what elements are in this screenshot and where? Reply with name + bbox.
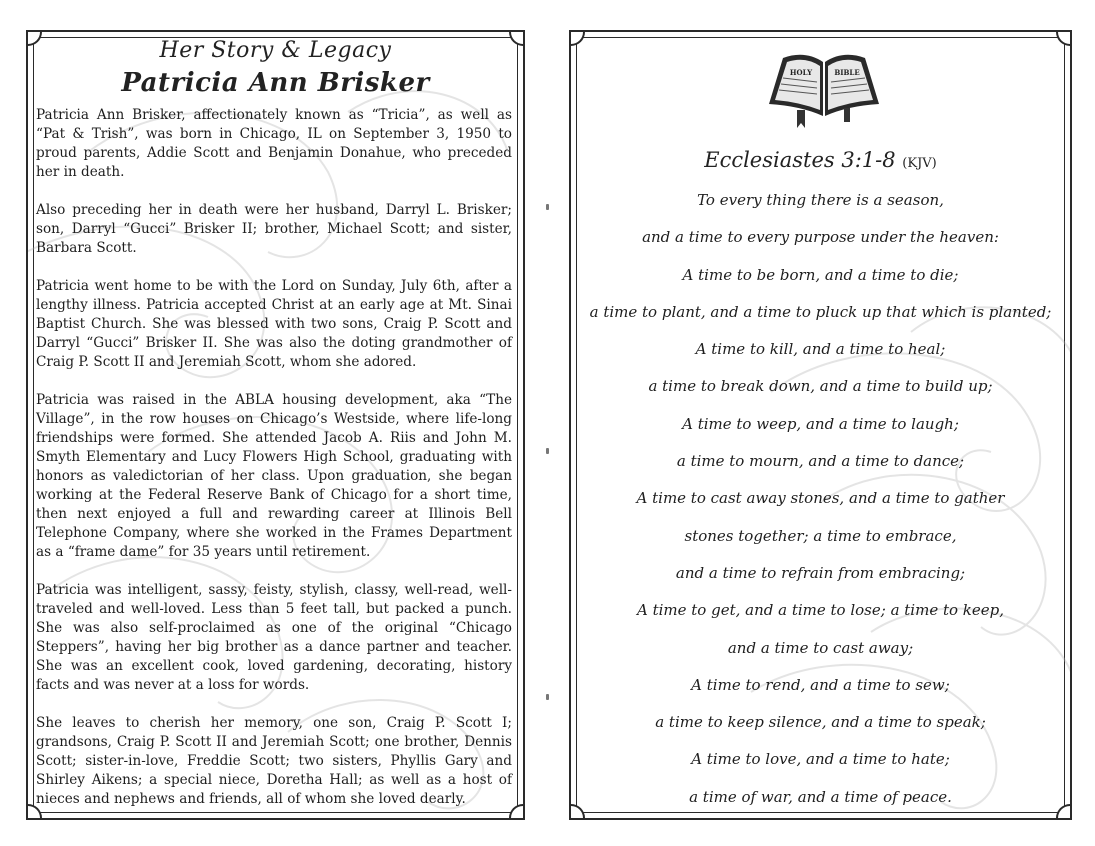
left-page-panel bbox=[26, 30, 525, 820]
verse-line: and a time to refrain from embracing; bbox=[675, 563, 966, 582]
bio-paragraph: Patricia was raised in the ABLA housing development, aka “The Village”, in the row houses on Chicago’s Westside, where life-long friendships were formed. She attended Jacob A. Riis and John M. Smyth Elementary and Lucy Flowers High School, graduating with honors as valedictorian of her class. Upon graduation, she began working at the Federal Reserve Bank of Chicago for a short time, then next enjoyed a full and rewarding career at Illinois Bell Telephone Company, where she worked in the Frames Department as a “frame dame” for 35 years until retirement. bbox=[36, 392, 512, 560]
scripture-version: (KJV) bbox=[902, 156, 937, 171]
verse-line: a time to break down, and a time to build up; bbox=[648, 377, 993, 396]
verse-line: A time to kill, and a time to heal; bbox=[695, 340, 946, 359]
verse-line: A time to get, and a time to lose; a time to keep, bbox=[636, 601, 1005, 620]
scan-speck bbox=[546, 694, 549, 700]
verse-line: a time to mourn, and a time to dance; bbox=[676, 452, 965, 471]
scripture-reference: Ecclesiastes 3:1-8 bbox=[704, 148, 896, 172]
bio-paragraph: Patricia went home to be with the Lord on Sunday, July 6th, after a lengthy illness. Patricia accepted Christ at an early age at Mt. Sinai Baptist Church. She was blessed with two sons, Craig P. Scott and Darryl “Gucci” Brisker II. She was also the doting grandmother of Craig P. Scott II and Jeremiah Scott, whom she adored. bbox=[36, 278, 512, 370]
right-page-panel bbox=[569, 30, 1072, 820]
verse-line: To every thing there is a season, bbox=[697, 191, 944, 209]
verse-line: A time to weep, and a time to laugh; bbox=[682, 414, 959, 433]
verse-line: and a time to every purpose under the heaven: bbox=[642, 228, 999, 247]
verse-line: a time of war, and a time of peace. bbox=[689, 787, 952, 806]
bible-cover-word-right: BIBLE bbox=[834, 68, 860, 77]
verse-line: a time to plant, and a time to pluck up that which is planted; bbox=[589, 302, 1052, 321]
scan-speck bbox=[546, 448, 549, 454]
scripture-title bbox=[571, 148, 1070, 172]
scripture-verses bbox=[571, 188, 1070, 820]
verse-line: and a time to cast away; bbox=[727, 638, 914, 657]
verse-line: stones together; a time to embrace, bbox=[684, 526, 957, 545]
bio-paragraph: Also preceding her in death were her husband, Darryl L. Brisker; son, Darryl “Gucci” Brisker II; brother, Michael Scott; and sister, Barbara Scott. bbox=[36, 202, 512, 256]
verse-line: A time to rend, and a time to sew; bbox=[691, 675, 950, 694]
bio-paragraph: Patricia Ann Brisker, affectionately known as “Tricia”, as well as “Pat & Trish”, was born in Chicago, IL on September 3, 1950 to proud parents, Addie Scott and Benjamin Donahue, who preceded her in death. bbox=[36, 107, 512, 180]
bio-paragraph: Patricia was intelligent, sassy, feisty, stylish, classy, well-read, well-traveled and well-loved. Less than 5 feet tall, but packed a punch. She was also self-proclaimed as one of the original “Chicago Steppers”, having her big brother as a dance partner and teacher. She was an excellent cook, loved gardening, decorating, history facts and was never at a loss for words. bbox=[36, 582, 512, 693]
biography-text bbox=[36, 106, 512, 809]
bio-paragraph: She leaves to cherish her memory, one son, Craig P. Scott I; grandsons, Craig P. Scott II and Jeremiah Scott; one brother, Dennis Scott; sister-in-love, Freddie Scott; two sisters, Phyllis Gary and Shirley Aikens; a special niece, Doretha Hall; as well as a host of nieces and nephews and friends, all of whom she loved dearly. bbox=[36, 715, 512, 807]
bible-cover-word-left: HOLY bbox=[789, 68, 813, 77]
verse-line: a time to keep silence, and a time to speak; bbox=[655, 713, 986, 732]
scan-speck bbox=[546, 204, 549, 210]
verse-line: A time to be born, and a time to die; bbox=[682, 265, 959, 284]
deceased-name-title: Patricia Ann Brisker bbox=[121, 68, 430, 98]
verse-line: A time to cast away stones, and a time to gather bbox=[636, 489, 1005, 508]
section-heading: Her Story & Legacy bbox=[159, 38, 392, 63]
bible-icon bbox=[761, 46, 887, 130]
verse-line: A time to love, and a time to hate; bbox=[691, 750, 950, 769]
